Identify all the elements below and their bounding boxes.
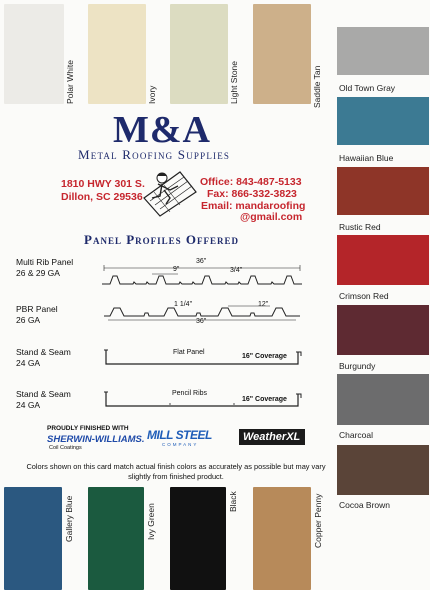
company-logo: M&A — [113, 109, 211, 151]
fax-number: Fax: 866-332-3823 — [207, 188, 297, 200]
swatch-label-crimson-red: Crimson Red — [339, 291, 389, 301]
swatch-label-light-stone: Light Stone — [229, 60, 239, 104]
swatch-saddle-tan — [253, 4, 311, 104]
swatch-light-stone — [170, 4, 228, 104]
swatch-label-hawaiian-blue: Hawaiian Blue — [339, 153, 394, 163]
swatch-charcoal — [337, 374, 429, 425]
company-tagline: Metal Roofing Supplies — [78, 147, 231, 162]
profile-title: Multi Rib Panel — [16, 257, 74, 267]
mill-steel-sub: COMPANY — [162, 442, 199, 447]
multi-rib-profile-drawing — [100, 262, 305, 290]
profile-coverage: 16" Coverage — [242, 396, 287, 403]
profile-style: Flat Panel — [173, 349, 205, 356]
profile-dim: 3/4" — [230, 267, 243, 274]
swatch-ivy-green — [88, 487, 144, 590]
profile-dim: 1 1/4" — [174, 301, 193, 308]
swatch-label-old-town-gray: Old Town Gray — [339, 83, 396, 93]
swatch-burgundy — [337, 305, 429, 355]
sherwin-williams-tagline: PROUDLY FINISHED WITH — [47, 425, 129, 432]
swatch-label-saddle-tan: Saddle Tan — [312, 65, 322, 108]
profiles-title: Panel Profiles Offered — [84, 232, 240, 247]
address-line-2: Dillon, SC 29536 — [61, 191, 143, 203]
profile-title: Stand & Seam — [16, 389, 71, 399]
profile-coverage: 16" Coverage — [242, 353, 287, 360]
swatch-ivory — [88, 4, 146, 104]
profile-name — [16, 389, 71, 410]
profile-dim: 36" — [196, 258, 207, 265]
address-line-1: 1810 HWY 301 S. — [61, 178, 145, 190]
profile-name — [16, 347, 71, 368]
profile-title: PBR Panel — [16, 304, 58, 314]
pbr-profile-drawing — [100, 298, 305, 324]
profile-gauge: 26 GA — [16, 314, 41, 325]
office-phone: Office: 843-487-5133 — [200, 176, 302, 188]
profile-dim: 9" — [173, 266, 180, 273]
swatch-label-ivory: Ivory — [147, 85, 157, 104]
color-disclaimer: Colors shown on this card match actual finish colors as accurately as possible but may vary slightly from finished product. — [26, 462, 326, 481]
swatch-gallery-blue — [4, 487, 62, 590]
profile-dim: 12" — [258, 301, 269, 308]
swatch-label-copper-penny: Copper Penny — [313, 493, 323, 548]
swatch-crimson-red — [337, 235, 429, 285]
profile-name — [16, 257, 73, 278]
flat-panel-drawing — [100, 346, 305, 368]
swatch-label-ivy-green: Ivy Green — [146, 503, 156, 540]
mill-steel-logo: MILL STEEL — [147, 428, 212, 442]
swatch-rustic-red — [337, 167, 429, 215]
swatch-label-polar-white: Polar White — [65, 60, 75, 104]
pencil-rib-panel-drawing — [100, 388, 305, 410]
profile-gauge: 26 & 29 GA — [16, 267, 60, 278]
swatch-old-town-gray — [337, 27, 429, 75]
profile-dim: 36" — [196, 318, 207, 325]
swatch-label-cocoa-brown: Cocoa Brown — [339, 500, 391, 510]
sherwin-williams-logo: SHERWIN-WILLIAMS. — [47, 434, 145, 445]
swatch-polar-white — [4, 4, 64, 104]
swatch-label-gallery-blue: Gallery Blue — [64, 495, 74, 542]
profile-title: Stand & Seam — [16, 347, 71, 357]
profile-gauge: 24 GA — [16, 357, 41, 368]
weatherxl-logo: WeatherXL — [243, 431, 301, 443]
swatch-label-charcoal: Charcoal — [339, 430, 374, 440]
profile-gauge: 24 GA — [16, 399, 41, 410]
swatch-cocoa-brown — [337, 445, 429, 495]
email-label: Email: mandaroofing — [201, 200, 306, 212]
swatch-label-burgundy: Burgundy — [339, 361, 376, 371]
swatch-black — [170, 487, 226, 590]
email-domain: @gmail.com — [240, 211, 303, 223]
swatch-hawaiian-blue — [337, 97, 429, 145]
roofer-illustration — [140, 168, 198, 218]
sherwin-williams-sub: Coil Coatings — [49, 445, 82, 451]
profile-style: Pencil Ribs — [172, 390, 208, 397]
profile-name — [16, 304, 58, 325]
swatch-label-rustic-red: Rustic Red — [339, 222, 381, 232]
swatch-copper-penny — [253, 487, 311, 590]
swatch-label-black: Black — [228, 491, 238, 512]
